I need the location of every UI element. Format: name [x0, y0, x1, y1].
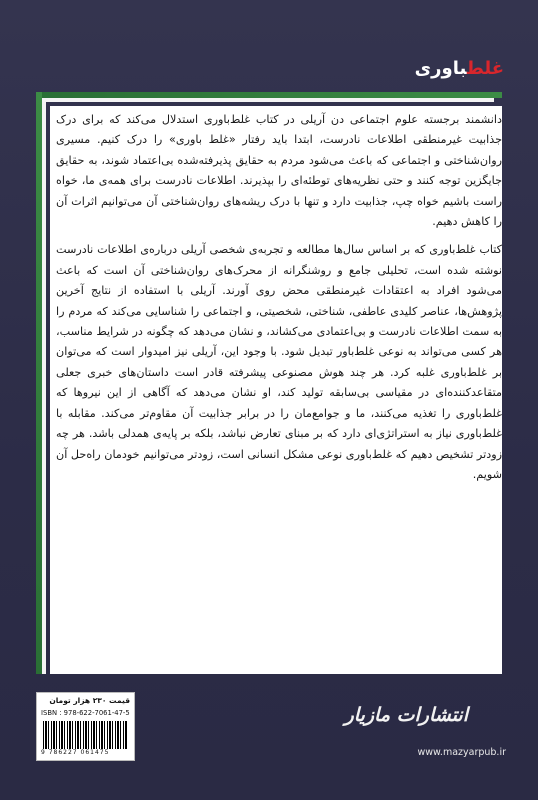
barcode-image	[43, 721, 128, 749]
title-white-part: باوری	[414, 58, 467, 79]
blurb-paragraph-2: کتاب غلط‌باوری که بر اساس سال‌ها مطالعه و تجربه‌ی شخصی آریلی درباره‌ی اطلاعات نادرست نوشته شده است، تحلیلی جامع و روشنگرانه از محرک‌های روان‌شناختی آن است که باعث می‌شود افراد به اعتقادات غیرمنطقی محض روی آورند. آریلی با استفاده از نتایج آخرین پژوهش‌ها، عناصر کلیدی عاطفی، شناختی، شخصیتی، و اجتماعی را شناسایی می‌کند که مردم را به سمت اطلاعات نادرست و بی‌اعتمادی می‌کشاند، و نشان می‌دهد که چگونه در شرایط مناسب، هر کسی می‌تواند به نوعی غلط‌باور تبدیل شود. با وجود این، آریلی نیز امیدوار است که می‌توان بر غلط‌باوری غلبه کرد. هر چند هوش مصنوعی پیشرفته قادر است داستان‌های خبری جعلی متقاعدکننده‌ای در مقیاسی بی‌سابقه تولید کند، او نشان می‌دهد که آگاهی از این نیروها که غلط‌باوری را تغذیه می‌کنند، ما و جوامع‌مان را در برابر جذابیت آن مقاوم‌تر می‌کند. مقابله با غلط‌باوری نیاز به استراتژی‌ای دارد که بر مبنای تعارض نباشد، بلکه بر پایه‌ی همدلی باشد. هر چه زودتر تشخیص دهیم که غلط‌باوری نوعی مشکل انسانی است، زودتر می‌توانیم خودمان راه‌حل آن شویم.	[56, 243, 502, 481]
publisher-website: www.mazyarpub.ir	[417, 747, 506, 758]
publisher-logo: انتشارات مازیار	[344, 704, 468, 726]
blurb-paragraph-1: دانشمند برجسته علوم اجتماعی دن آریلی در کتاب غلط‌باوری استدلال می‌کند که برای درک جذابیت غیرمنطقی اطلاعات نادرست، ابتدا باید رفتار «غلط باوری» را درک کنیم. مسیری روان‌شناختی و اجتماعی که باعث می‌شود مردم به حقایق پذیرفته‌شده بی‌اعتماد شوند، به حقایق جایگزین توجه کنند و حتی نظریه‌های توطئه‌ای را بپذیرند. اطلاعات نادرست برای همه‌ی ما، خواه راست باشیم خواه چپ، جذابیت دارد و تنها با درک ریشه‌های روان‌شناختی آن می‌توانیم اثرات آن را کاهش دهیم.	[56, 113, 502, 229]
blurb-text	[56, 110, 502, 493]
title-red-part: غلط	[466, 58, 504, 79]
book-title	[415, 58, 504, 79]
barcode-number: 9 786227 061475	[41, 749, 110, 756]
price-barcode-box	[36, 692, 135, 761]
price-label: قیمت ۲۳۰ هزار تومان	[49, 696, 130, 705]
white-stripe-top	[36, 98, 494, 102]
white-stripe-left	[42, 98, 46, 674]
isbn-label: ISBN : 978-622-7061-47-5	[41, 709, 130, 717]
